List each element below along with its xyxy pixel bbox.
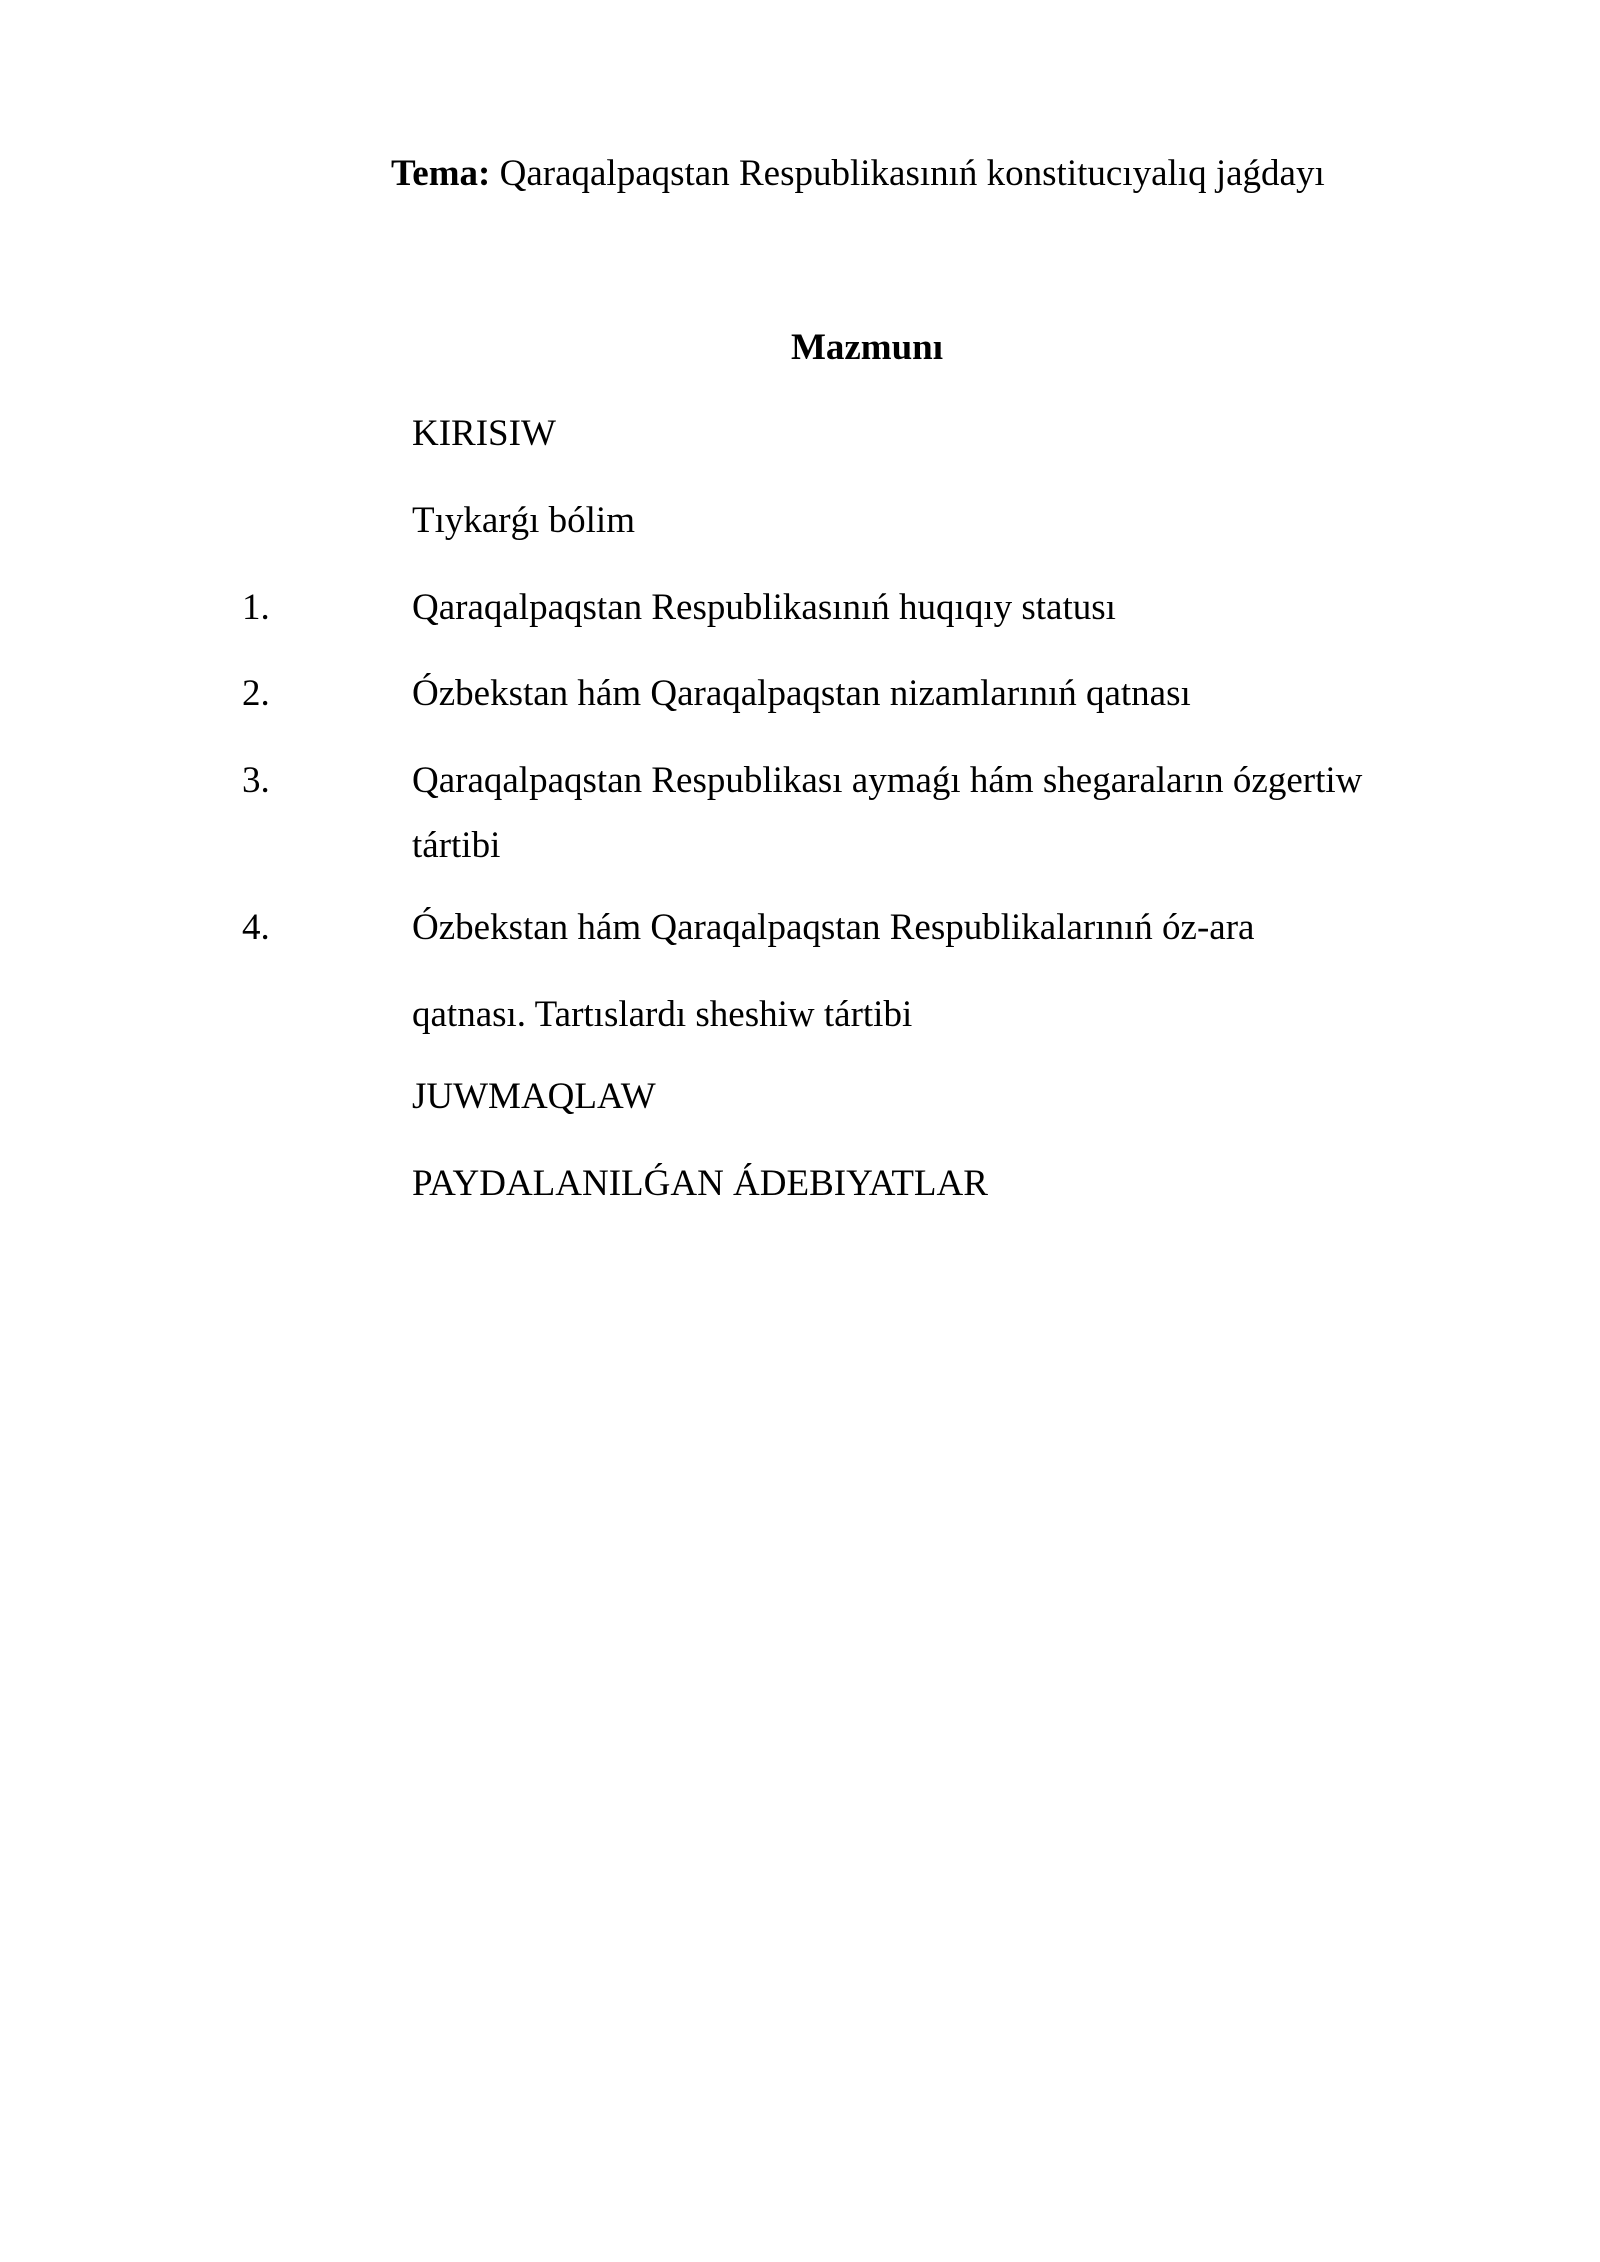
- item-1-text: Qaraqalpaqstan Respublikasınıń huqıqıy statusı: [412, 587, 1116, 628]
- topic-label: Tema:: [391, 153, 491, 194]
- topic-line: [391, 152, 1325, 196]
- conclusion-entry: JUWMAQLAW: [412, 1076, 656, 1117]
- references-entry: PAYDALANILǴAN ÁDEBIYATLAR: [412, 1163, 988, 1204]
- item-1-number: 1.: [242, 587, 270, 628]
- item-3-number: 3.: [242, 760, 270, 801]
- main-part-entry: Tıykarǵı bólim: [412, 500, 635, 541]
- item-3-text-line-1: Qaraqalpaqstan Respublikası aymaǵı hám shegaraların ózgertiw: [412, 760, 1363, 801]
- contents-heading: Mazmunı: [790, 327, 944, 368]
- item-2-number: 2.: [242, 673, 270, 714]
- item-2-text: Ózbekstan hám Qaraqalpaqstan nizamlarınıń qatnası: [412, 673, 1191, 714]
- item-4-text-line-1: Ózbekstan hám Qaraqalpaqstan Respublikalarınıń óz-ara: [412, 907, 1255, 948]
- item-4-text-line-2: qatnası. Tartıslardı sheshiw tártibi: [412, 994, 913, 1035]
- intro-entry: KIRISIW: [412, 413, 556, 454]
- item-3-text-line-2: tártibi: [412, 825, 501, 866]
- topic-title: Qaraqalpaqstan Respublikasınıń konstitucıyalıq jaǵdayı: [499, 153, 1325, 194]
- item-4-number: 4.: [242, 907, 270, 948]
